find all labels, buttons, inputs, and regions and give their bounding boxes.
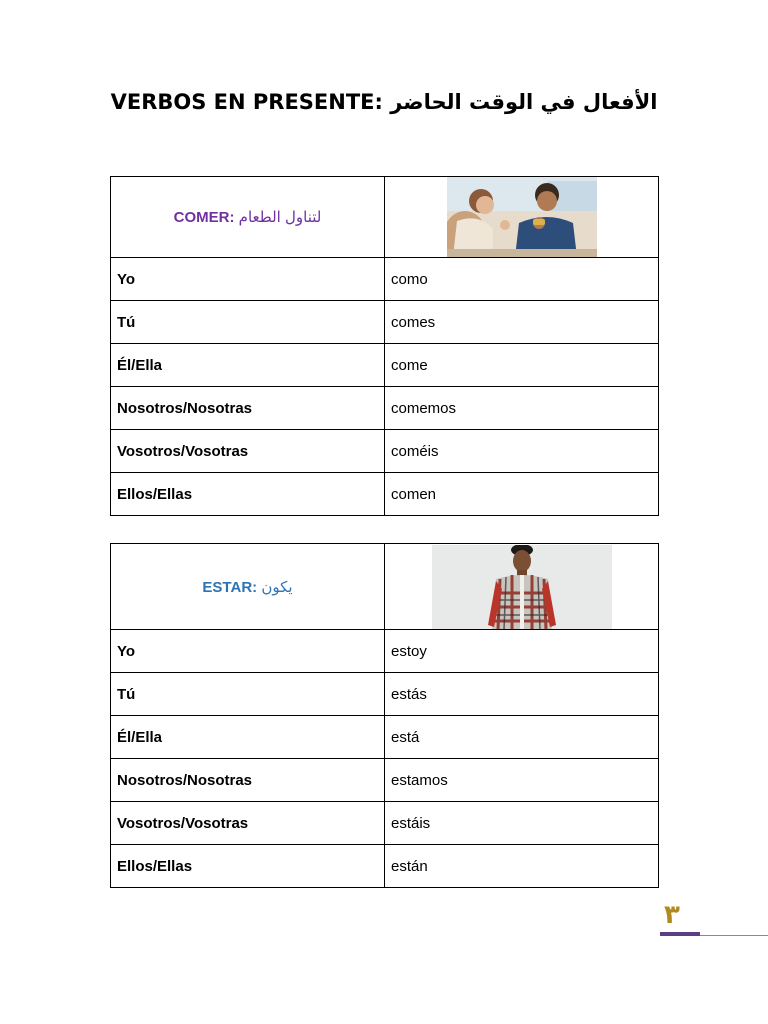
table-row: [111, 716, 659, 759]
footer-divider: [700, 935, 768, 936]
table-row: [111, 473, 659, 516]
conjugation-cell: estamos: [385, 759, 659, 802]
table-header-row: [111, 177, 659, 258]
conjugation-cell: comemos: [385, 387, 659, 430]
conjugation-cell: comes: [385, 301, 659, 344]
table-row: [111, 673, 659, 716]
table-header-row: [111, 544, 659, 630]
page-title-spanish: VERBOS EN PRESENTE:: [110, 90, 383, 114]
verb-heading: [111, 544, 385, 630]
page-number: ٣: [664, 900, 680, 930]
pronoun-cell: Tú: [111, 673, 385, 716]
couple-eating-photo: [447, 177, 597, 257]
table-row: [111, 845, 659, 888]
image-cell: [385, 544, 659, 630]
conjugation-cell: coméis: [385, 430, 659, 473]
verb-name: COMER:: [173, 209, 235, 226]
pronoun-cell: Ellos/Ellas: [111, 845, 385, 888]
pronoun-cell: Yo: [111, 258, 385, 301]
pronoun-cell: Yo: [111, 630, 385, 673]
pronoun-cell: Vosotros/Vosotras: [111, 430, 385, 473]
conjugation-cell: está: [385, 716, 659, 759]
verb-table-comer: [110, 176, 659, 516]
pronoun-cell: Él/Ella: [111, 344, 385, 387]
conjugation-cell: estáis: [385, 802, 659, 845]
table-row: [111, 344, 659, 387]
conjugation-cell: comen: [385, 473, 659, 516]
pronoun-cell: Ellos/Ellas: [111, 473, 385, 516]
conjugation-cell: come: [385, 344, 659, 387]
image-cell: [385, 177, 659, 258]
conjugation-cell: estoy: [385, 630, 659, 673]
conjugation-cell: estás: [385, 673, 659, 716]
page-title-arabic: الأفعال في الوقت الحاضر: [390, 90, 658, 114]
conjugation-cell: como: [385, 258, 659, 301]
verb-translation: لتناول الطعام: [238, 209, 322, 226]
pronoun-cell: Él/Ella: [111, 716, 385, 759]
verb-translation: يكون: [261, 578, 293, 596]
table-row: [111, 430, 659, 473]
verb-name: ESTAR:: [202, 578, 258, 596]
man-smiling-photo: [432, 545, 612, 630]
table-row: [111, 759, 659, 802]
table-row: [111, 387, 659, 430]
table-row: [111, 802, 659, 845]
footer-accent-bar: [660, 932, 700, 936]
verb-table-estar: [110, 543, 659, 888]
table-row: [111, 630, 659, 673]
page-title: [0, 86, 768, 118]
pronoun-cell: Nosotros/Nosotras: [111, 387, 385, 430]
pronoun-cell: Vosotros/Vosotras: [111, 802, 385, 845]
table-row: [111, 258, 659, 301]
verb-heading: [111, 177, 385, 258]
table-row: [111, 301, 659, 344]
pronoun-cell: Tú: [111, 301, 385, 344]
conjugation-cell: están: [385, 845, 659, 888]
pronoun-cell: Nosotros/Nosotras: [111, 759, 385, 802]
